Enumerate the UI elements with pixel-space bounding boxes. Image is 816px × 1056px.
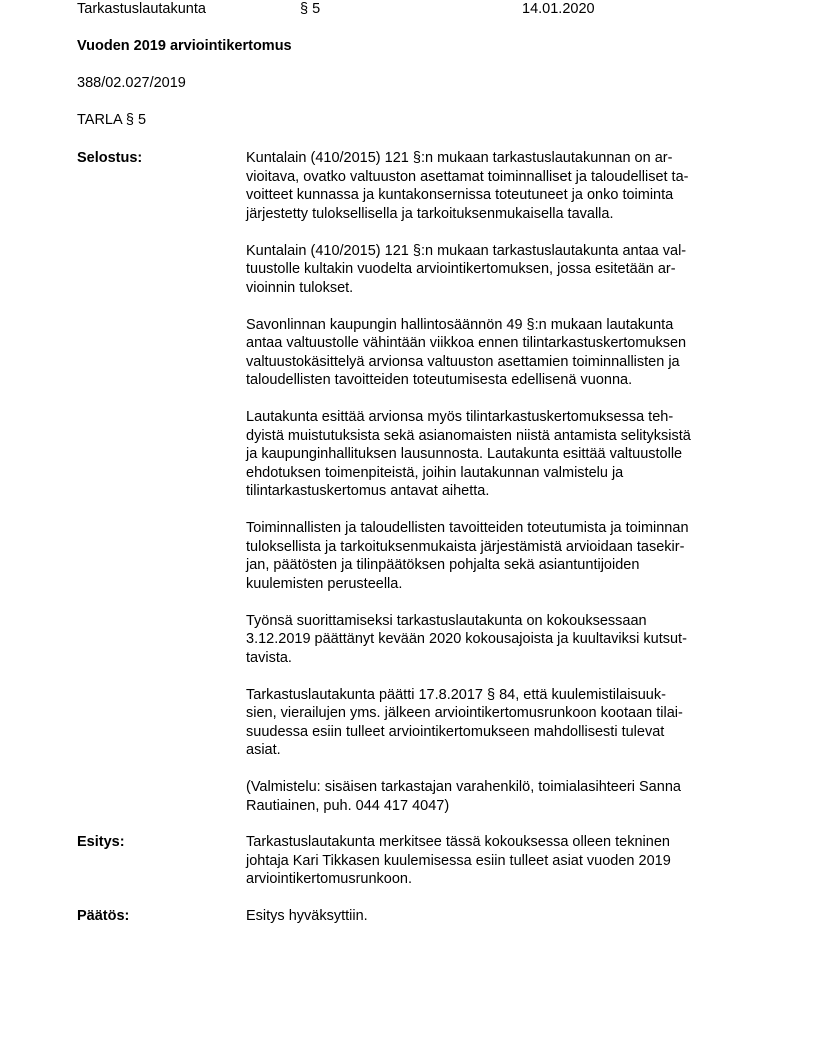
text-line: Kuntalain (410/2015) 121 §:n mukaan tarkastuslautakunta antaa val-: [246, 242, 687, 259]
selostus-paragraph: [246, 778, 746, 815]
text-line: asiat.: [246, 742, 281, 758]
selostus-paragraph: [246, 519, 746, 593]
text-line: kuulemisten perusteella.: [246, 575, 403, 592]
text-line: dyistä muistutuksista sekä asianomaisten niistä antamista selityksistä: [246, 427, 691, 444]
text-line: voitteet kunnassa ja kuntakonsernissa toteutuneet ja onko toiminta: [246, 187, 674, 203]
paatos-label: Päätös:: [77, 908, 130, 924]
text-line: 3.12.2019 päättänyt kevään 2020 kokousajoista ja kuultaviksi kutsut-: [246, 631, 687, 647]
document-title: Vuoden 2019 arviointikertomus: [77, 38, 292, 54]
text-line: Työnsä suorittamiseksi tarkastuslautakunta on kokouksessaan: [246, 612, 647, 629]
text-line: järjestetty tuloksellisella ja tarkoituksenmukaisella tavalla.: [246, 205, 614, 222]
selostus-paragraph: [246, 242, 746, 298]
header-date: 14.01.2020: [522, 1, 595, 17]
reference: TARLA § 5: [77, 112, 147, 128]
text-line: tilintarkastuskertomus antavat aihetta.: [246, 483, 490, 499]
paatos-text: Esitys hyväksyttiin.: [246, 908, 368, 924]
text-line: Lautakunta esittää arvionsa myös tilintarkastuskertomuksessa teh-: [246, 409, 674, 425]
text-line: ja kaupunginhallituksen lausunnosta. Lautakunta esittää valtuustolle: [246, 446, 683, 462]
text-line: taloudellisten tavoitteiden toteutumisesta edellisenä vuonna.: [246, 372, 633, 388]
esitys-body: [246, 833, 746, 889]
selostus-paragraph: [246, 316, 746, 390]
text-line: vioitava, ovatko valtuuston asettamat toiminnalliset ja taloudelliset ta-: [246, 168, 689, 185]
text-line: tuloksellista ja tarkoituksenmukaista järjestämistä arvioidaan tasekir-: [246, 538, 685, 555]
selostus-paragraph: [246, 686, 746, 760]
diary-number: 388/02.027/2019: [77, 75, 186, 91]
selostus-paragraph: [246, 149, 746, 223]
text-line: Tarkastuslautakunta merkitsee tässä kokouksessa olleen tekninen: [246, 834, 670, 850]
text-line: tuustolle kultakin vuodelta arviointikertomuksen, jossa esitetään ar-: [246, 261, 676, 277]
text-line: Rautiainen, puh. 044 417 4047): [246, 797, 450, 814]
text-line: antaa valtuustolle vähintään viikkoa ennen tilintarkastuskertomuksen: [246, 335, 687, 351]
text-line: suudessa esiin tulleet arviointikertomukseen mahdollisesti tulevat: [246, 723, 665, 740]
selostus-body: [246, 149, 746, 815]
text-line: valtuustokäsittelyä arvionsa valtuuston asettamien toiminnallisten ja: [246, 353, 680, 370]
selostus-paragraph: [246, 612, 746, 668]
text-line: Kuntalain (410/2015) 121 §:n mukaan tarkastuslautakunnan on ar-: [246, 150, 673, 166]
text-line: johtaja Kari Tikkasen kuulemisessa esiin tulleet asiat vuoden 2019: [246, 852, 671, 869]
esitys-paragraph: [246, 833, 746, 889]
selostus-label: Selostus:: [77, 150, 143, 166]
text-line: vioinnin tulokset.: [246, 279, 354, 296]
text-line: Toiminnallisten ja taloudellisten tavoitteiden toteutumista ja toiminnan: [246, 520, 689, 536]
text-line: jan, päätösten ja tilinpäätöksen pohjalta sekä asiantuntijoiden: [246, 557, 640, 573]
text-line: Tarkastuslautakunta päätti 17.8.2017 § 84, että kuulemistilaisuuk-: [246, 686, 666, 703]
paatos-body: [246, 907, 746, 926]
header-section: § 5: [300, 1, 321, 17]
text-line: tavista.: [246, 649, 292, 666]
selostus-paragraph: [246, 408, 746, 501]
esitys-label: Esitys:: [77, 834, 125, 850]
text-line: sien, vierailujen yms. jälkeen arviointikertomusrunkoon kootaan tilai-: [246, 705, 683, 721]
text-line: Savonlinnan kaupungin hallintosäännön 49 §:n mukaan lautakunta: [246, 316, 674, 333]
header-committee: Tarkastuslautakunta: [77, 1, 206, 17]
text-line: ehdotuksen toimenpiteistä, joihin lautakunnan valmistelu ja: [246, 464, 624, 481]
text-line: arviointikertomusrunkoon.: [246, 871, 413, 887]
text-line: (Valmistelu: sisäisen tarkastajan varahenkilö, toimialasihteeri Sanna: [246, 779, 681, 795]
